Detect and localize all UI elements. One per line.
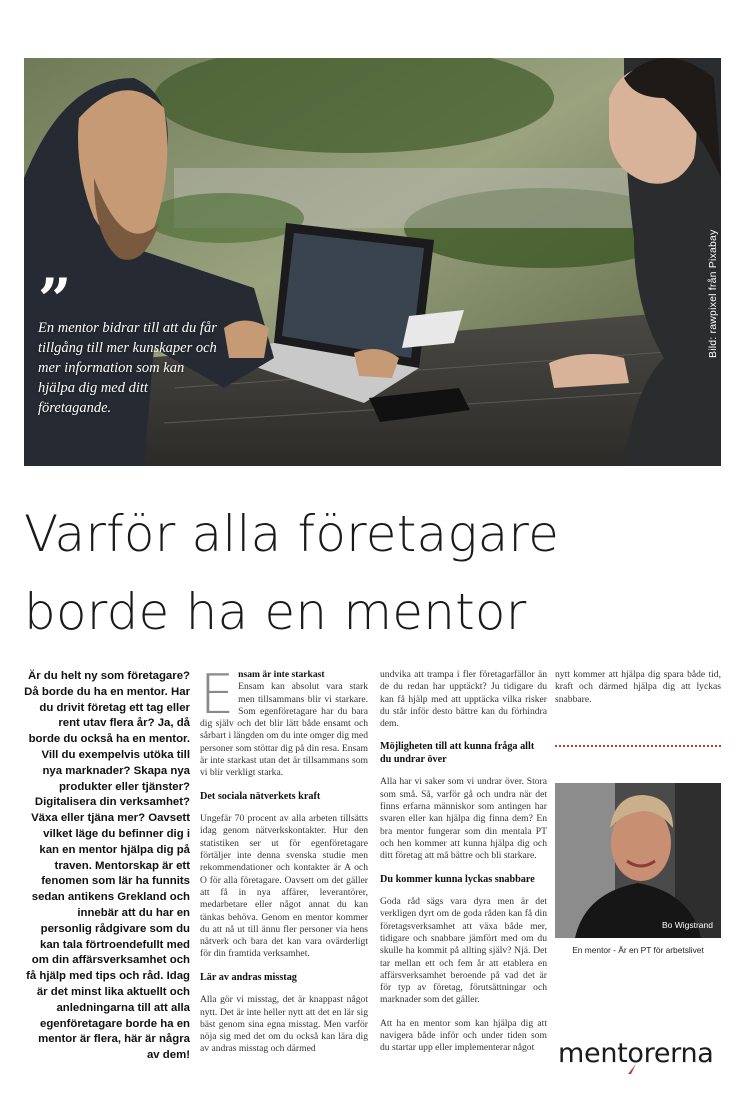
section-2-text: Ungefär 70 procent av alla arbeten tillsätts idag genom nätverkskontakter. Hur den statistiken ser ut för egenföretagare förtäljer inte denna svenska studie men rekommendationer och kontakter är A och O för alla företagare. Oavsett om det gäller att få in nya affärer, leverantörer, medarbetare eller något annat du kan tänkas behöva. Genom en mentor kommer du att nå ut till ännu fler personer via hens nätverk och bara det kan vara ovärderligt för din framtida verksamhet. [200, 813, 368, 960]
hero-photo [24, 58, 721, 466]
headline-line-2: borde ha en mentor [24, 583, 527, 641]
article-column-3 [555, 669, 721, 717]
mentorerna-logo [558, 1038, 714, 1069]
section-5-text-continued: nytt kommer att hjälpa dig spara både tid, kraft och därmed hjälpa dig att lyckas snabbare. [555, 669, 721, 705]
section-4-text: Alla har vi saker som vi undrar över. Stora som små. Så, varför gå och undra när det finns erfarna människor som antingen har svaren eller kan hjälpa dig finna dem? En bra mentor fungerar som din mentala PT och hen kommer att kunna hjälpa dig och ditt företag att må bättre och bli starkare. [380, 776, 547, 862]
portrait-name: Bo Wigstrand [661, 920, 713, 930]
section-2-heading: Det sociala nätverkets kraft [200, 790, 321, 802]
article-column-2 [380, 669, 547, 1066]
portrait-photo [555, 783, 721, 938]
headline [24, 495, 724, 651]
pull-quote: En mentor bidrar till att du får tillgång till mer kunskaper och mer information som kan hjälpa dig med ditt företagande. [38, 320, 217, 416]
intro-text: Är du helt ny som företagare? Då borde du ha en mentor. Har du drivit företag ett tag eller rent utav flera år? Ja, då borde du också ha en mentor. Vill du exempelvis utöka till nya marknader? Skapa nya produkter eller tjänster? Digitalisera din verksamhet? Växa eller tjäna mer? Oavsett vilket läge du befinner dig i kan en mentor hjälpa dig på traven. Mentorskap är ett fenomen som lär ha funnits sedan antikens Grekland och innebär att du har en personlig rådgivare som du kan tala förtroendefullt med om din affärsverksamhet och få hjälp med tips och råd. Idag är det minst lika aktuellt och anledningarna till att alla egenföretagare borde ha en mentor är flera, här är några av dem! [24, 670, 190, 1062]
section-1-text: Ensam kan absolut vara stark men tillsammans blir vi starkare. Som egenföretagare har du bara dig själv och det blir lätt både ensamt och sårbart i längden om du inte omger dig med personer som stöttar dig på din resa. Ensam är inte starkast utan det är tillsammans som vi blir verkligt starka. [200, 681, 368, 779]
section-5-text: Goda råd sägs vara dyra men är det verkligen dyrt om de goda råden kan få din företagsverksamhet att växa både mer, tidigare och snabbare jämfört med om du skulle ha kommit på allting själv? Njä. Det tar mellan ett och fem år att etablera en affärsverksamhet beroende på vad det är för typ av företag, förutsättningar och marknader som det gäller. [380, 896, 547, 1006]
section-5-heading: Du kommer kunna lyckas snabbare [380, 873, 535, 885]
section-4-heading: Möjligheten till att kunna fråga allt du undrar över [380, 741, 535, 765]
headline-line-1: Varför alla företagare [24, 505, 560, 563]
portrait-illustration [555, 783, 721, 938]
quote-mark-icon: ” [38, 266, 72, 334]
section-3-heading: Lär av andras misstag [200, 971, 297, 983]
photo-credit: Bild: rawpixel från Pixabay [707, 229, 719, 358]
section-5-text-2: Att ha en mentor som kan hjälpa dig att navigera både inför och under tiden som du startar upp eller implementerar något [380, 1017, 547, 1054]
dotted-divider [555, 745, 721, 747]
section-3-text-continued: undvika att trampa i fler företagarfällor än de du redan har upptäckt? Ju tidigare du kan få hjälp med att upptäcka vilka risker du står inför desto bättre kan du förhindra dem. [380, 669, 547, 730]
article-column-1 [200, 663, 368, 1067]
portrait-caption: En mentor - Är en PT för arbetslivet [572, 945, 704, 955]
logo-accent-icon [628, 1064, 636, 1074]
logo-text: mentorerna [558, 1038, 714, 1069]
drop-cap: E [200, 663, 235, 726]
section-1-heading: nsam är inte starkast [238, 669, 325, 680]
section-3-text: Alla gör vi misstag, det är knappast något nytt. Det är inte heller nytt att det en lär sig bäst genom sina egna misstag. Men varför nöja sig med det om du också kan lära dig av andras misstag och därmed [200, 994, 368, 1055]
